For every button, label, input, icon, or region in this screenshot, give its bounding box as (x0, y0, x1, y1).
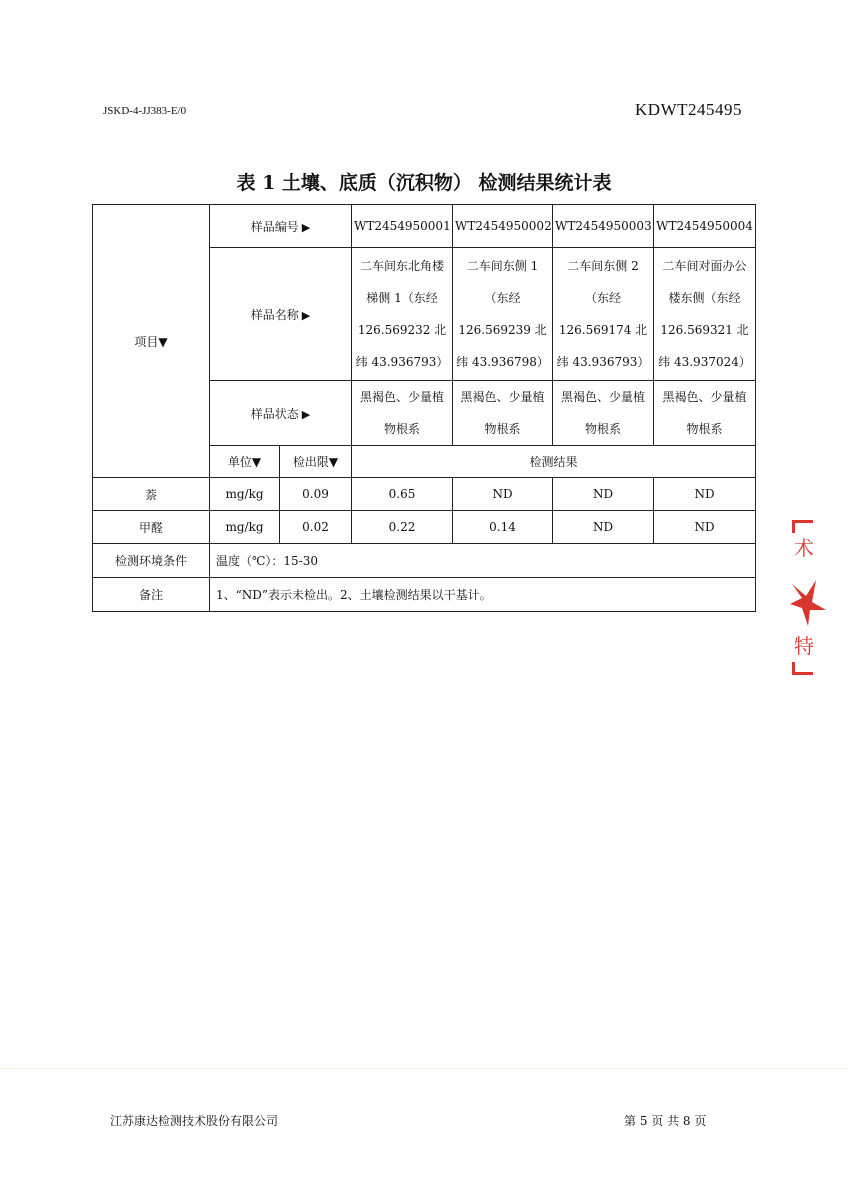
star-icon (790, 576, 830, 628)
sample-state-cell: 黑褐色、少量植 物根系 (654, 381, 756, 446)
item-cell: 甲醛 (93, 511, 210, 544)
env-value-cell: 温度（℃）：15-30 (210, 544, 756, 578)
sample-id-cell: WT2454950003 (553, 205, 654, 248)
sample-state-label-cell: 样品状态 ▶ (210, 381, 352, 446)
arrow-right-icon: ▶ (301, 220, 311, 234)
value-cell: 0.22 (352, 511, 453, 544)
sample-name-cell: 二车间东侧 1 （东经 126.569239 北 纬 43.936798） (453, 248, 553, 381)
seal-char: 术 (794, 536, 814, 560)
table-row (93, 511, 756, 544)
seal-bracket (792, 662, 813, 675)
project-label-cell: 项目▼ (93, 205, 210, 478)
env-label-cell: 检测环境条件 (93, 544, 210, 578)
note-label-cell: 备注 (93, 578, 210, 612)
table-row (93, 478, 756, 511)
value-cell: ND (654, 511, 756, 544)
result-header: 检测结果 (352, 446, 756, 478)
value-cell: ND (553, 511, 654, 544)
divider (0, 1068, 848, 1069)
note-value-cell: 1、“ND”表示未检出。2、土壤检测结果以干基计。 (210, 578, 756, 612)
unit-cell: mg/kg (210, 478, 280, 511)
sample-id-label-cell: 样品编号 ▶ (210, 205, 352, 248)
value-cell: ND (654, 478, 756, 511)
sample-name-cell: 二车间东侧 2 （东经 126.569174 北 纬 43.936793） (553, 248, 654, 381)
sample-name-cell: 二车间东北角楼 梯侧 1（东经 126.569232 北 纬 43.936793） (352, 248, 453, 381)
value-cell: 0.65 (352, 478, 453, 511)
sample-state-cell: 黑褐色、少量植 物根系 (352, 381, 453, 446)
arrow-right-icon: ▶ (301, 308, 311, 322)
value-cell: 0.14 (453, 511, 553, 544)
red-seal-stamp (790, 520, 830, 672)
unit-header: 单位▼ (210, 446, 280, 478)
sample-state-cell: 黑褐色、少量植 物根系 (553, 381, 654, 446)
sample-name-label-cell: 样品名称 ▶ (210, 248, 352, 381)
item-cell: 萘 (93, 478, 210, 511)
footer-company: 江苏康达检测技术股份有限公司 (110, 1114, 279, 1128)
sample-id-cell: WT2454950002 (453, 205, 553, 248)
seal-char: 特 (794, 634, 814, 658)
result-table (92, 204, 756, 612)
footer-page-number: 第 5 页 共 8 页 (624, 1114, 707, 1128)
limit-cell: 0.09 (280, 478, 352, 511)
value-cell: ND (553, 478, 654, 511)
sample-id-cell: WT2454950004 (654, 205, 756, 248)
arrow-right-icon: ▶ (301, 407, 311, 421)
limit-cell: 0.02 (280, 511, 352, 544)
sample-name-cell: 二车间对面办公 楼东侧（东经 126.569321 北 纬 43.937024） (654, 248, 756, 381)
table-row-sample-id (93, 205, 756, 248)
report-number: KDWT245495 (635, 100, 742, 119)
table-row-note (93, 578, 756, 612)
table-row-env (93, 544, 756, 578)
document-code: JSKD-4-JJ383-E/0 (103, 105, 187, 117)
sample-id-cell: WT2454950001 (352, 205, 453, 248)
value-cell: ND (453, 478, 553, 511)
unit-cell: mg/kg (210, 511, 280, 544)
limit-header: 检出限▼ (280, 446, 352, 478)
table-title: 表 1 土壤、底质（沉积物） 检测结果统计表 (236, 172, 612, 194)
sample-state-cell: 黑褐色、少量植 物根系 (453, 381, 553, 446)
